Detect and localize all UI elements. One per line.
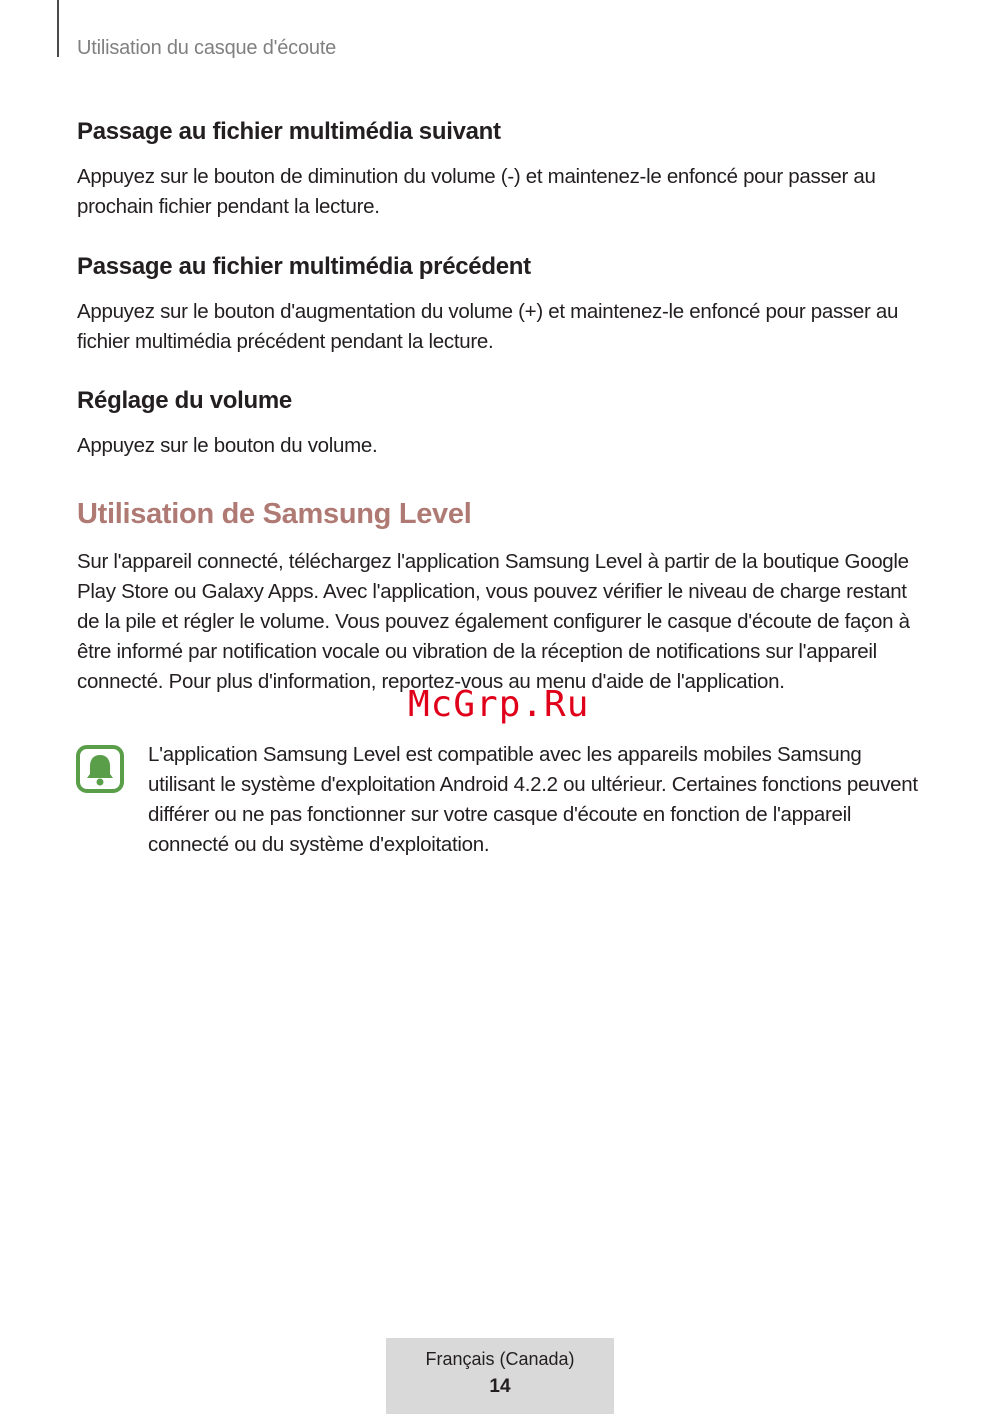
page-number: 14 [489, 1376, 511, 1397]
footer-box [386, 1338, 614, 1414]
main-body-samsung-level: Sur l'appareil connecté, téléchargez l'application Samsung Level à partir de la boutique Google Play Store ou Galaxy Apps. Avec l'application, vous pouvez vérifier le niveau de charge restant de la pile et régler le volume. Vous pouvez également configurer le casque d'écoute de façon à être informé par notification vocale ou vibration de la réception de notifications sur l'appareil connecté. Pour plus d'information, reportez-vous au menu d'aide de l'application. [77, 550, 910, 693]
section-body-previous-media: Appuyez sur le bouton d'augmentation du volume (+) et maintenez-le enfoncé pour passer au fichier multimédia précédent pendant la lecture. [77, 300, 899, 353]
notification-bell-icon [76, 745, 124, 793]
section-heading-next-media: Passage au fichier multimédia suivant [77, 118, 501, 145]
section-heading-previous-media: Passage au fichier multimédia précédent [77, 253, 531, 280]
running-header: Utilisation du casque d'écoute [77, 37, 337, 59]
section-body-volume: Appuyez sur le bouton du volume. [77, 434, 378, 457]
watermark: McGrp.Ru [408, 684, 590, 725]
section-heading-volume: Réglage du volume [77, 387, 292, 414]
main-heading-samsung-level: Utilisation de Samsung Level [77, 498, 472, 530]
header-rule [57, 0, 59, 57]
note-text: L'application Samsung Level est compatible avec les appareils mobiles Samsung utilisant le système d'exploitation Android 4.2.2 ou ultérieur. Certaines fonctions peuvent différer ou ne pas fonctionner sur votre casque d'écoute en fonction de l'appareil connecté ou du système d'exploitation. [148, 743, 918, 856]
footer-language: Français (Canada) [425, 1349, 575, 1369]
section-body-next-media: Appuyez sur le bouton de diminution du volume (-) et maintenez-le enfoncé pour passer au prochain fichier pendant la lecture. [77, 165, 876, 218]
